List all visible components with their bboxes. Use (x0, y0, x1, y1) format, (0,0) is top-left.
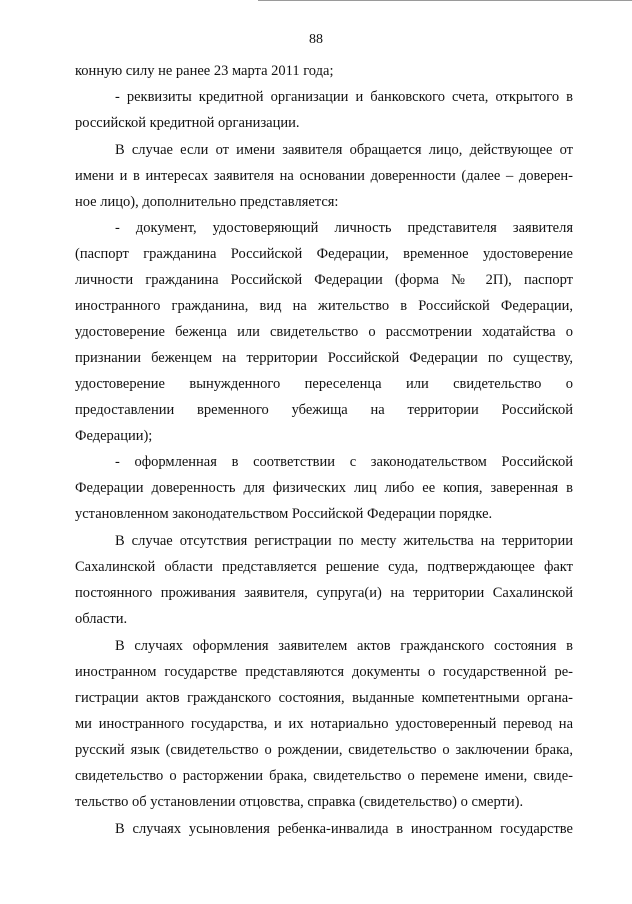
text-line: иностранном государстве представляются документы о государственной ре- (75, 664, 573, 680)
text-line: удостоверение беженца или свидетельство о рассмотрении ходатайства о (75, 324, 573, 340)
text-line: признании беженцем на территории Российской Федерации по существу, (75, 350, 573, 366)
text-line: российской кредитной организации. (75, 115, 300, 131)
page-number: 88 (309, 32, 323, 47)
paragraph-bank-details (75, 84, 573, 136)
text-line: - оформленная в соответствии с законодательством Российской (115, 454, 573, 470)
text-line: постоянного проживания заявителя, супруга(и) на территории Сахалинской (75, 585, 573, 601)
text-line: области. (75, 611, 128, 627)
paragraph-identity-document (75, 215, 573, 449)
text-line: свидетельство о расторжении брака, свидетельство о перемене имени, свиде- (75, 768, 573, 784)
text-line: В случаях усыновления ребенка-инвалида в иностранном государстве (115, 821, 573, 837)
text-line: тельство об установлении отцовства, справка (свидетельство) о смерти). (75, 794, 524, 810)
text-line: В случае отсутствия регистрации по месту жительства на территории (115, 533, 573, 549)
paragraph-no-registration (75, 528, 573, 632)
text-line: - реквизиты кредитной организации и банковского счета, открытого в (115, 89, 573, 105)
paragraph-adoption-abroad (75, 816, 573, 842)
text-line: удостоверение вынужденного переселенца или свидетельство о (75, 376, 573, 392)
text-line: иностранного гражданина, вид на жительство в Российской Федерации, (75, 298, 573, 314)
text-line: гистрации актов гражданского состояния, выданные компетентными органа- (75, 690, 573, 706)
text-line: установленном законодательством Российской Федерации порядке. (75, 506, 493, 522)
text-line: - документ, удостоверяющий личность представителя заявителя (115, 220, 573, 236)
document-body (75, 58, 573, 842)
text-line: В случаях оформления заявителем актов гражданского состояния в (115, 638, 573, 654)
paragraph-continuation (75, 58, 573, 84)
paragraph-trusted-person (75, 137, 573, 215)
text-line: Федерации доверенность для физических лиц либо ее копия, заверенная в (75, 480, 573, 496)
text-line: личности гражданина Российской Федерации (форма № 2П), паспорт (75, 272, 573, 288)
paragraph-foreign-civil-acts (75, 633, 573, 815)
text-line: ное лицо), дополнительно представляется: (75, 194, 339, 210)
text-line: конную силу не ранее 23 марта 2011 года; (75, 63, 334, 79)
text-line: имени и в интересах заявителя на основании доверенности (далее – доверен- (75, 168, 573, 184)
text-line: ми иностранного государства, и их нотариально удостоверенный перевод на (75, 716, 573, 732)
top-border-line (258, 0, 632, 1)
paragraph-power-of-attorney (75, 449, 573, 527)
text-line: предоставлении временного убежища на территории Российской (75, 402, 573, 418)
text-line: (паспорт гражданина Российской Федерации, временное удостоверение (75, 246, 573, 262)
text-line: Сахалинской области представляется решение суда, подтверждающее факт (75, 559, 573, 575)
text-line: В случае если от имени заявителя обращается лицо, действующее от (115, 142, 573, 158)
text-line: Федерации); (75, 428, 153, 444)
text-line: русский язык (свидетельство о рождении, свидетельство о заключении брака, (75, 742, 573, 758)
